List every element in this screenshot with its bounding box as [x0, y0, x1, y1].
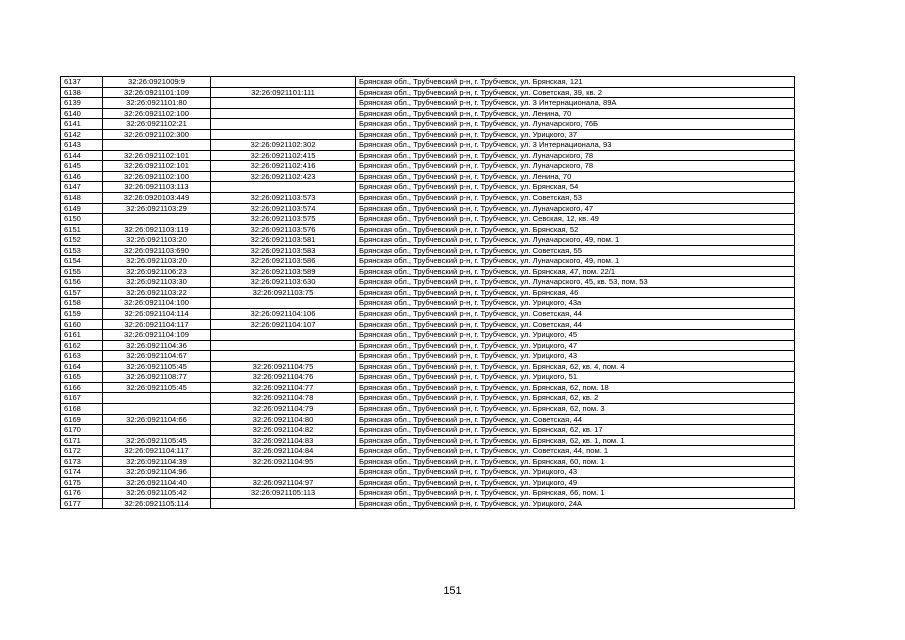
- row-number-cell: 6144: [61, 150, 103, 161]
- object-cadastral-number-cell: 32:26:0921104:75: [211, 361, 356, 372]
- cadastral-number-cell: 32:26:0921103:20: [103, 256, 211, 267]
- table-row: [61, 161, 795, 172]
- object-cadastral-number-cell: 32:26:0921102:423: [211, 171, 356, 182]
- object-cadastral-number-cell: [211, 77, 356, 88]
- object-cadastral-number-cell: 32:26:0921104:80: [211, 414, 356, 425]
- object-cadastral-number-cell: 32:26:0921104:97: [211, 477, 356, 488]
- table-row: [61, 129, 795, 140]
- row-number-cell: 6164: [61, 361, 103, 372]
- table-row: [61, 171, 795, 182]
- row-number-cell: 6148: [61, 193, 103, 204]
- address-cell: Брянская обл., Трубчевский р-н, г. Трубчевск, ул. Брянская, 46: [356, 287, 795, 298]
- address-cell: Брянская обл., Трубчевский р-н, г. Трубчевск, ул. Луначарского, 49, пом. 1: [356, 256, 795, 267]
- row-number-cell: 6147: [61, 182, 103, 193]
- address-cell: Брянская обл., Трубчевский р-н, г. Трубчевск, ул. Ленина, 70: [356, 108, 795, 119]
- object-cadastral-number-cell: 32:26:0921101:111: [211, 87, 356, 98]
- row-number-cell: 6170: [61, 425, 103, 436]
- table-row: [61, 203, 795, 214]
- row-number-cell: 6151: [61, 224, 103, 235]
- table-row: [61, 119, 795, 130]
- object-cadastral-number-cell: 32:26:0921104:83: [211, 435, 356, 446]
- object-cadastral-number-cell: [211, 129, 356, 140]
- cadastral-number-cell: 32:26:0921102:21: [103, 119, 211, 130]
- address-cell: Брянская обл., Трубчевский р-н, г. Трубчевск, ул. Ленина, 70: [356, 171, 795, 182]
- object-cadastral-number-cell: 32:26:0921102:302: [211, 140, 356, 151]
- row-number-cell: 6162: [61, 340, 103, 351]
- table-row: [61, 330, 795, 341]
- object-cadastral-number-cell: [211, 351, 356, 362]
- address-cell: Брянская обл., Трубчевский р-н, г. Трубчевск, ул. Брянская, 60, пом. 1: [356, 456, 795, 467]
- object-cadastral-number-cell: [211, 467, 356, 478]
- table-row: [61, 361, 795, 372]
- table-row: [61, 467, 795, 478]
- row-number-cell: 6171: [61, 435, 103, 446]
- row-number-cell: 6166: [61, 382, 103, 393]
- object-cadastral-number-cell: 32:26:0921102:415: [211, 150, 356, 161]
- object-cadastral-number-cell: 32:26:0921103:581: [211, 235, 356, 246]
- address-cell: Брянская обл., Трубчевский р-н, г. Трубчевск, ул. Брянская, 62, кв. 2: [356, 393, 795, 404]
- cadastral-number-cell: 32:26:0921104:39: [103, 456, 211, 467]
- address-cell: Брянская обл., Трубчевский р-н, г. Трубчевск, ул. Луначарского, 78: [356, 161, 795, 172]
- address-cell: Брянская обл., Трубчевский р-н, г. Трубчевск, ул. Брянская, 62, кв. 4, пом. 4: [356, 361, 795, 372]
- object-cadastral-number-cell: [211, 119, 356, 130]
- table-row: [61, 87, 795, 98]
- row-number-cell: 6168: [61, 403, 103, 414]
- cadastral-number-cell: 32:26:0921103:119: [103, 224, 211, 235]
- row-number-cell: 6138: [61, 87, 103, 98]
- address-cell: Брянская обл., Трубчевский р-н, г. Трубчевск, ул. Луначарского, 76Б: [356, 119, 795, 130]
- table-row: [61, 393, 795, 404]
- row-number-cell: 6158: [61, 298, 103, 309]
- object-cadastral-number-cell: 32:26:0921104:106: [211, 309, 356, 320]
- row-number-cell: 6154: [61, 256, 103, 267]
- row-number-cell: 6160: [61, 319, 103, 330]
- object-cadastral-number-cell: 32:26:0921104:107: [211, 319, 356, 330]
- address-cell: Брянская обл., Трубчевский р-н, г. Трубчевск, ул. 3 Интернационала, 89А: [356, 98, 795, 109]
- address-cell: Брянская обл., Трубчевский р-н, г. Трубчевск, ул. Урицкого, 51: [356, 372, 795, 383]
- table-row: [61, 77, 795, 88]
- address-cell: Брянская обл., Трубчевский р-н, г. Трубчевск, ул. Советская, 44: [356, 319, 795, 330]
- object-cadastral-number-cell: [211, 298, 356, 309]
- row-number-cell: 6159: [61, 309, 103, 320]
- row-number-cell: 6140: [61, 108, 103, 119]
- table-row: [61, 287, 795, 298]
- table-row: [61, 266, 795, 277]
- cadastral-number-cell: 32:26:0921103:22: [103, 287, 211, 298]
- address-cell: Брянская обл., Трубчевский р-н, г. Трубчевск, ул. Брянская, 62, пом. 3: [356, 403, 795, 414]
- cadastral-number-cell: 32:26:0921103:30: [103, 277, 211, 288]
- cadastral-number-cell: 32:26:0921106:23: [103, 266, 211, 277]
- cadastral-number-cell: 32:26:0921104:66: [103, 414, 211, 425]
- address-cell: Брянская обл., Трубчевский р-н, г. Трубчевск, ул. Урицкого, 49: [356, 477, 795, 488]
- table-row: [61, 477, 795, 488]
- address-cell: Брянская обл., Трубчевский р-н, г. Трубчевск, ул. Луначарского, 45, кв. 53, пом. 53: [356, 277, 795, 288]
- row-number-cell: 6169: [61, 414, 103, 425]
- cadastral-number-cell: [103, 403, 211, 414]
- table-row: [61, 456, 795, 467]
- row-number-cell: 6173: [61, 456, 103, 467]
- row-number-cell: 6152: [61, 235, 103, 246]
- row-number-cell: 6165: [61, 372, 103, 383]
- cadastral-number-cell: 32:26:0921105:114: [103, 498, 211, 509]
- row-number-cell: 6172: [61, 446, 103, 457]
- object-cadastral-number-cell: [211, 182, 356, 193]
- address-cell: Брянская обл., Трубчевский р-н, г. Трубчевск, ул. Советская, 44: [356, 309, 795, 320]
- cadastral-number-cell: [103, 425, 211, 436]
- row-number-cell: 6142: [61, 129, 103, 140]
- table-row: [61, 446, 795, 457]
- address-cell: Брянская обл., Трубчевский р-н, г. Трубчевск, ул. Севская, 12, кв. 49: [356, 214, 795, 225]
- cadastral-number-cell: 32:26:0921009:9: [103, 77, 211, 88]
- cadastral-number-cell: 32:26:0921102:100: [103, 108, 211, 119]
- table-row: [61, 498, 795, 509]
- address-cell: Брянская обл., Трубчевский р-н, г. Трубчевск, ул. Луначарского, 47: [356, 203, 795, 214]
- object-cadastral-number-cell: [211, 98, 356, 109]
- cadastral-number-cell: [103, 214, 211, 225]
- cadastral-number-cell: 32:26:0921103:113: [103, 182, 211, 193]
- row-number-cell: 6153: [61, 245, 103, 256]
- object-cadastral-number-cell: [211, 498, 356, 509]
- cadastral-number-cell: 32:26:0921105:45: [103, 361, 211, 372]
- row-number-cell: 6157: [61, 287, 103, 298]
- row-number-cell: 6174: [61, 467, 103, 478]
- row-number-cell: 6161: [61, 330, 103, 341]
- cadastral-number-cell: 32:26:0921104:67: [103, 351, 211, 362]
- registry-table-body: [61, 77, 795, 509]
- object-cadastral-number-cell: 32:26:0921104:76: [211, 372, 356, 383]
- table-row: [61, 414, 795, 425]
- table-row: [61, 214, 795, 225]
- table-row: [61, 298, 795, 309]
- cadastral-number-cell: [103, 140, 211, 151]
- table-row: [61, 193, 795, 204]
- address-cell: Брянская обл., Трубчевский р-н, г. Трубчевск, ул. Урицкого, 43: [356, 351, 795, 362]
- table-row: [61, 403, 795, 414]
- table-row: [61, 182, 795, 193]
- row-number-cell: 6177: [61, 498, 103, 509]
- address-cell: Брянская обл., Трубчевский р-н, г. Трубчевск, ул. Советская, 44: [356, 414, 795, 425]
- address-cell: Брянская обл., Трубчевский р-н, г. Трубчевск, ул. Брянская, 52: [356, 224, 795, 235]
- address-cell: Брянская обл., Трубчевский р-н, г. Трубчевск, ул. Луначарского, 78: [356, 150, 795, 161]
- address-cell: Брянская обл., Трубчевский р-н, г. Трубчевск, ул. Урицкого, 43а: [356, 298, 795, 309]
- address-cell: Брянская обл., Трубчевский р-н, г. Трубчевск, ул. Брянская, 121: [356, 77, 795, 88]
- row-number-cell: 6137: [61, 77, 103, 88]
- object-cadastral-number-cell: 32:26:0921103:75: [211, 287, 356, 298]
- row-number-cell: 6149: [61, 203, 103, 214]
- object-cadastral-number-cell: 32:26:0921103:576: [211, 224, 356, 235]
- cadastral-number-cell: 32:26:0921102:101: [103, 150, 211, 161]
- cadastral-number-cell: 32:26:0921103:20: [103, 235, 211, 246]
- table-row: [61, 340, 795, 351]
- row-number-cell: 6141: [61, 119, 103, 130]
- address-cell: Брянская обл., Трубчевский р-н, г. Трубчевск, ул. Брянская, 54: [356, 182, 795, 193]
- table-row: [61, 245, 795, 256]
- object-cadastral-number-cell: [211, 330, 356, 341]
- address-cell: Брянская обл., Трубчевский р-н, г. Трубчевск, ул. Урицкого, 43: [356, 467, 795, 478]
- object-cadastral-number-cell: 32:26:0921104:78: [211, 393, 356, 404]
- table-row: [61, 224, 795, 235]
- address-cell: Брянская обл., Трубчевский р-н, г. Трубчевск, ул. Советская, 53: [356, 193, 795, 204]
- cadastral-number-cell: 32:26:0921104:36: [103, 340, 211, 351]
- row-number-cell: 6145: [61, 161, 103, 172]
- object-cadastral-number-cell: 32:26:0921103:583: [211, 245, 356, 256]
- row-number-cell: 6167: [61, 393, 103, 404]
- row-number-cell: 6163: [61, 351, 103, 362]
- cadastral-number-cell: 32:26:0921108:77: [103, 372, 211, 383]
- table-row: [61, 256, 795, 267]
- table-row: [61, 488, 795, 499]
- object-cadastral-number-cell: 32:26:0921104:79: [211, 403, 356, 414]
- row-number-cell: 6143: [61, 140, 103, 151]
- row-number-cell: 6156: [61, 277, 103, 288]
- row-number-cell: 6155: [61, 266, 103, 277]
- object-cadastral-number-cell: [211, 340, 356, 351]
- object-cadastral-number-cell: 32:26:0921105:113: [211, 488, 356, 499]
- cadastral-number-cell: 32:26:0920103:449: [103, 193, 211, 204]
- table-row: [61, 277, 795, 288]
- address-cell: Брянская обл., Трубчевский р-н, г. Трубчевск, ул. Советская, 39, кв. 2: [356, 87, 795, 98]
- cadastral-number-cell: 32:26:0921104:109: [103, 330, 211, 341]
- table-row: [61, 98, 795, 109]
- address-cell: Брянская обл., Трубчевский р-н, г. Трубчевск, ул. Урицкого, 24А: [356, 498, 795, 509]
- object-cadastral-number-cell: 32:26:0921103:574: [211, 203, 356, 214]
- registry-table: [60, 76, 795, 509]
- row-number-cell: 6176: [61, 488, 103, 499]
- cadastral-number-cell: 32:26:0921104:117: [103, 446, 211, 457]
- cadastral-number-cell: 32:26:0921105:45: [103, 435, 211, 446]
- address-cell: Брянская обл., Трубчевский р-н, г. Трубчевск, ул. Урицкого, 47: [356, 340, 795, 351]
- table-row: [61, 150, 795, 161]
- row-number-cell: 6150: [61, 214, 103, 225]
- object-cadastral-number-cell: [211, 108, 356, 119]
- cadastral-number-cell: 32:26:0921105:45: [103, 382, 211, 393]
- address-cell: Брянская обл., Трубчевский р-н, г. Трубчевск, ул. Советская, 55: [356, 245, 795, 256]
- address-cell: Брянская обл., Трубчевский р-н, г. Трубчевск, ул. Луначарского, 49, пом. 1: [356, 235, 795, 246]
- address-cell: Брянская обл., Трубчевский р-н, г. Трубчевск, ул. Брянская, 62, кв. 1, пом. 1: [356, 435, 795, 446]
- table-row: [61, 435, 795, 446]
- address-cell: Брянская обл., Трубчевский р-н, г. Трубчевск, ул. Урицкого, 37: [356, 129, 795, 140]
- row-number-cell: 6175: [61, 477, 103, 488]
- cadastral-number-cell: [103, 393, 211, 404]
- table-row: [61, 319, 795, 330]
- object-cadastral-number-cell: 32:26:0921102:416: [211, 161, 356, 172]
- cadastral-number-cell: 32:26:0921104:117: [103, 319, 211, 330]
- cadastral-number-cell: 32:26:0921102:300: [103, 129, 211, 140]
- address-cell: Брянская обл., Трубчевский р-н, г. Трубчевск, ул. Брянская, 62, пом. 18: [356, 382, 795, 393]
- table-row: [61, 382, 795, 393]
- table-row: [61, 235, 795, 246]
- cadastral-number-cell: 32:26:0921105:42: [103, 488, 211, 499]
- cadastral-number-cell: 32:26:0921101:109: [103, 87, 211, 98]
- cadastral-number-cell: 32:26:0921102:101: [103, 161, 211, 172]
- object-cadastral-number-cell: 32:26:0921103:630: [211, 277, 356, 288]
- cadastral-number-cell: 32:26:0921104:114: [103, 309, 211, 320]
- address-cell: Брянская обл., Трубчевский р-н, г. Трубчевск, ул. Брянская, 47, пом. 22/1: [356, 266, 795, 277]
- table-row: [61, 140, 795, 151]
- table-row: [61, 351, 795, 362]
- cadastral-number-cell: 32:26:0921103:690: [103, 245, 211, 256]
- address-cell: Брянская обл., Трубчевский р-н, г. Трубчевск, ул. 3 Интернационала, 93: [356, 140, 795, 151]
- object-cadastral-number-cell: 32:26:0921103:586: [211, 256, 356, 267]
- object-cadastral-number-cell: 32:26:0921104:84: [211, 446, 356, 457]
- object-cadastral-number-cell: 32:26:0921104:77: [211, 382, 356, 393]
- table-row: [61, 425, 795, 436]
- page-number: 151: [443, 585, 462, 597]
- object-cadastral-number-cell: 32:26:0921103:575: [211, 214, 356, 225]
- table-row: [61, 108, 795, 119]
- object-cadastral-number-cell: 32:26:0921103:589: [211, 266, 356, 277]
- address-cell: Брянская обл., Трубчевский р-н, г. Трубчевск, ул. Урицкого, 45: [356, 330, 795, 341]
- cadastral-number-cell: 32:26:0921101:80: [103, 98, 211, 109]
- address-cell: Брянская обл., Трубчевский р-н, г. Трубчевск, ул. Брянская, 66, пом. 1: [356, 488, 795, 499]
- cadastral-number-cell: 32:26:0921104:40: [103, 477, 211, 488]
- address-cell: Брянская обл., Трубчевский р-н, г. Трубчевск, ул. Советская, 44, пом. 1: [356, 446, 795, 457]
- object-cadastral-number-cell: 32:26:0921104:82: [211, 425, 356, 436]
- address-cell: Брянская обл., Трубчевский р-н, г. Трубчевск, ул. Брянская, 62, кв. 17: [356, 425, 795, 436]
- object-cadastral-number-cell: 32:26:0921103:573: [211, 193, 356, 204]
- object-cadastral-number-cell: 32:26:0921104:95: [211, 456, 356, 467]
- row-number-cell: 6146: [61, 171, 103, 182]
- cadastral-number-cell: 32:26:0921103:29: [103, 203, 211, 214]
- table-row: [61, 309, 795, 320]
- row-number-cell: 6139: [61, 98, 103, 109]
- cadastral-number-cell: 32:26:0921104:100: [103, 298, 211, 309]
- cadastral-number-cell: 32:26:0921102:100: [103, 171, 211, 182]
- table-row: [61, 372, 795, 383]
- cadastral-number-cell: 32:26:0921104:96: [103, 467, 211, 478]
